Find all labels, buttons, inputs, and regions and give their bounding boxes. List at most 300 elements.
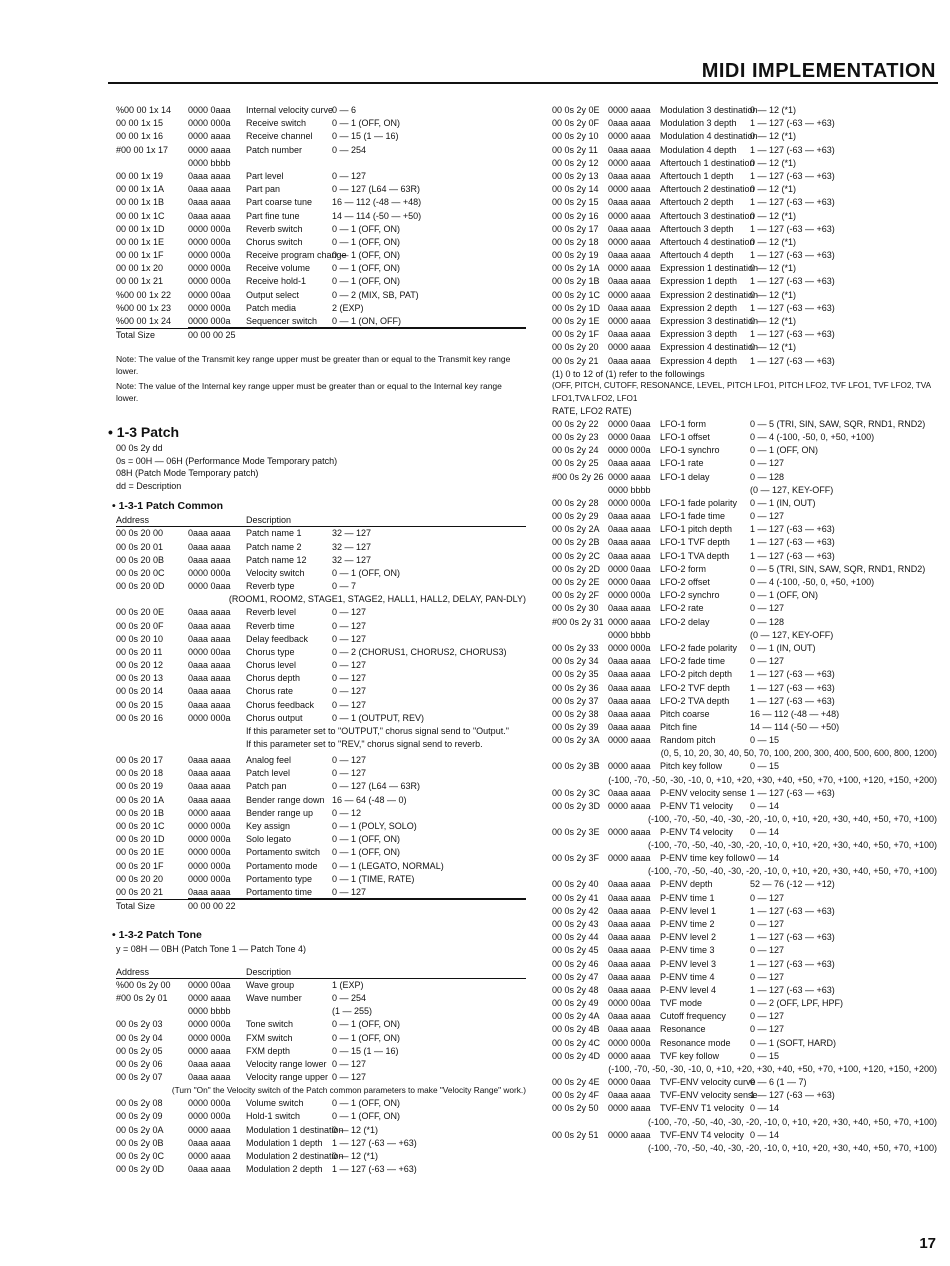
table-row xyxy=(116,606,526,619)
param-description: Velocity range upper xyxy=(246,1072,329,1083)
param-address: 00 0s 20 14 xyxy=(116,686,164,697)
param-value: 0 — 127 xyxy=(750,892,785,903)
param-bits: 0000 aaaa xyxy=(608,1129,651,1140)
table-row xyxy=(552,1102,937,1115)
param-bits: 0aaa aaaa xyxy=(188,660,231,671)
param-address: 00 00 1x 21 xyxy=(116,276,164,287)
param-bits: 0aaa aaaa xyxy=(608,537,651,548)
table-row xyxy=(552,471,937,484)
param-description: LFO-1 TVF depth xyxy=(660,537,730,548)
table-row xyxy=(552,550,937,563)
param-address: 00 0s 2y 4E xyxy=(552,1077,600,1087)
random-pitch-values: (0, 5, 10, 20, 30, 40, 50, 70, 100, 200, 300, 400, 500, 600, 800, 1200) xyxy=(660,748,937,759)
param-value: 0 — 127 xyxy=(332,620,367,631)
param-bits: 0000 aaaa xyxy=(608,184,651,195)
param-description xyxy=(660,484,750,497)
param-address: 00 0s 20 15 xyxy=(116,699,164,710)
table-row xyxy=(552,170,937,183)
param-description: Modulation 2 depth xyxy=(246,1164,323,1175)
param-bits: 0aaa aaaa xyxy=(188,184,231,195)
param-address: 00 0s 2y 3B xyxy=(552,761,600,772)
param-value: 0 — 127 (L64 — 63R) xyxy=(332,781,421,792)
param-value: 0 — 127 xyxy=(332,1058,367,1069)
table-row xyxy=(116,117,526,130)
tvfenv-t4-values: (-100, -70, -50, -40, -30, -20, -10, 0, +10, +20, +30, +40, +50, +70, +100) xyxy=(648,1142,937,1153)
param-value: 52 — 76 (-12 — +12) xyxy=(750,879,835,890)
table-row xyxy=(552,984,937,997)
param-bits: 0000 aaaa xyxy=(608,1050,651,1061)
param-value: 1 — 127 (-63 — +63) xyxy=(750,682,835,693)
param-value: 0 — 12 (*1) xyxy=(750,105,797,115)
param-bits: 0000 bbbb xyxy=(608,484,651,495)
param-address: 00 0s 20 1F xyxy=(116,860,164,871)
table-row xyxy=(116,1018,526,1031)
param-address: #00 0s 2y 31 xyxy=(552,616,604,627)
param-description: Reverb switch xyxy=(246,223,303,234)
param-address: 00 0s 2y 3F xyxy=(552,853,600,864)
table-row xyxy=(552,826,937,839)
param-bits: 0000 aaaa xyxy=(608,105,651,115)
param-description: LFO-1 synchro xyxy=(660,445,720,456)
table-row xyxy=(552,157,937,170)
param-address: 00 0s 2y 08 xyxy=(116,1098,163,1109)
param-address: 00 0s 20 1A xyxy=(116,794,165,805)
param-address: 00 0s 2y 44 xyxy=(552,932,599,943)
param-description: Receive volume xyxy=(246,263,311,274)
param-address: 00 0s 20 13 xyxy=(116,673,164,684)
param-address: 00 0s 2y 23 xyxy=(552,431,599,442)
param-bits: 0000 0aaa xyxy=(608,577,651,587)
param-bits: 0aaa aaaa xyxy=(608,669,651,680)
param-description: Sequencer switch xyxy=(246,315,332,328)
table-row xyxy=(116,767,526,780)
param-bits: 0aaa aaaa xyxy=(188,686,231,697)
param-address: %00 00 1x 14 xyxy=(116,105,172,115)
col-address: Address xyxy=(116,515,150,526)
param-value: 1 — 127 (-63 — +63) xyxy=(750,170,835,181)
tone-range-line: y = 08H — 0BH (Patch Tone 1 — Patch Tone 4) xyxy=(116,944,307,955)
table-row xyxy=(116,302,526,315)
param-bits: 0aaa aaaa xyxy=(188,541,231,552)
param-address: 00 0s 2y 42 xyxy=(552,905,599,916)
table-row xyxy=(552,302,937,315)
note-line: Note: The value of the Transmit key range upper must be greater than or equal to the Transmit key range lower. xyxy=(116,354,511,377)
param-description: Expression 2 depth xyxy=(660,302,738,313)
param-bits: 0000 000a xyxy=(188,1111,231,1122)
param-value: 1 — 127 (-63 — +63) xyxy=(750,302,835,313)
param-description: Modulation 4 destination xyxy=(660,131,758,142)
param-bits: 0000 aaaa xyxy=(608,761,651,772)
param-value: 0 — 1 (OFF, ON) xyxy=(332,276,401,287)
table-row xyxy=(116,157,526,170)
param-bits: 0000 aaaa xyxy=(608,157,651,168)
param-description: Part pan xyxy=(246,184,281,195)
param-bits: 0aaa aaaa xyxy=(608,329,651,340)
param-address: 00 0s 20 16 xyxy=(116,712,164,723)
table-header xyxy=(116,966,526,979)
param-address: 00 0s 2y 13 xyxy=(552,170,599,181)
param-value: 0 — 15 xyxy=(750,1050,780,1061)
param-value: 1 — 127 (-63 — +63) xyxy=(750,550,835,561)
table-row xyxy=(552,1010,937,1023)
param-description: Aftertouch 1 depth xyxy=(660,170,734,181)
param-value: 0 — 6 (1 — 7) xyxy=(750,1077,807,1087)
param-value: 0 — 14 xyxy=(750,1129,780,1140)
param-value: 0 — 1 (SOFT, HARD) xyxy=(750,1037,837,1048)
param-value: 1 — 127 (-63 — +63) xyxy=(750,537,835,548)
param-description: Receive switch xyxy=(246,118,307,129)
param-bits: 0aaa aaaa xyxy=(188,1137,231,1148)
param-description: Resonance xyxy=(660,1024,706,1035)
param-bits: 0aaa aaaa xyxy=(608,302,651,313)
param-description: Tone switch xyxy=(246,1019,294,1030)
param-address: 00 0s 2y 1D xyxy=(552,302,601,313)
param-description: Hold-1 switch xyxy=(246,1111,301,1122)
param-address: 00 0s 2y 30 xyxy=(552,603,599,614)
param-bits: 0aaa aaaa xyxy=(188,197,231,208)
table-row xyxy=(116,672,526,685)
param-bits: 0aaa aaaa xyxy=(608,1090,651,1101)
param-bits: 0aaa aaaa xyxy=(608,603,651,614)
param-bits: 0000 000a xyxy=(188,820,231,831)
param-description: Patch name 1 xyxy=(246,528,302,539)
param-value: 0 — 1 (OFF, ON) xyxy=(332,1019,401,1030)
patch-tone-table-c xyxy=(552,104,937,368)
param-bits: 0000 0aaa xyxy=(188,105,231,115)
table-row xyxy=(552,341,937,354)
param-value: 0 — 127 xyxy=(332,1072,367,1083)
param-bits: 0000 aaaa xyxy=(188,992,231,1003)
param-description: TVF-ENV velocity sense xyxy=(660,1090,758,1101)
param-address: 00 0s 2y 0B xyxy=(116,1137,164,1148)
param-address: 00 0s 2y 25 xyxy=(552,458,599,469)
table-row xyxy=(552,275,937,288)
param-description: Velocity range lower xyxy=(246,1058,327,1069)
param-description: Modulation 3 depth xyxy=(660,118,737,129)
param-bits: 0000 aaaa xyxy=(188,1045,231,1056)
param-description: Expression 1 depth xyxy=(660,276,738,287)
param-description: Bender range down xyxy=(246,794,325,805)
param-address: 00 0s 20 0E xyxy=(116,607,165,618)
param-value: 0 — 127 xyxy=(750,656,785,667)
address-line: dd = Description xyxy=(116,480,182,491)
param-bits: 0aaa aaaa xyxy=(608,984,651,995)
param-address: 00 0s 2y 37 xyxy=(552,695,599,706)
param-description: Expression 2 destination xyxy=(660,289,759,300)
param-address: %00 00 1x 22 xyxy=(116,289,172,300)
table-row xyxy=(552,328,937,341)
param-bits: 0aaa aaaa xyxy=(188,768,231,779)
param-value: 0 — 14 xyxy=(750,827,780,837)
param-bits: 0000 aaaa xyxy=(608,263,651,274)
param-description: Portamento time xyxy=(246,886,332,899)
param-bits: 0aaa aaaa xyxy=(608,682,651,693)
param-value: 0 — 127 xyxy=(332,755,367,765)
param-description: LFO-1 pitch depth xyxy=(660,524,733,535)
param-value: 0 — 15 xyxy=(750,735,780,746)
param-value: 32 — 127 xyxy=(332,528,372,539)
param-bits: 0aaa aaaa xyxy=(608,1011,651,1022)
param-address: 00 0s 2y 0C xyxy=(116,1151,165,1161)
param-description: Delay feedback xyxy=(246,633,309,644)
param-bits: 0aaa aaaa xyxy=(188,554,231,565)
param-address: 00 0s 2y 46 xyxy=(552,958,599,969)
param-description: P-ENV time 2 xyxy=(660,918,715,929)
address-line: 0s = 00H — 06H (Performance Mode Temporary patch) xyxy=(116,455,338,466)
penv-keyfollow-values: (-100, -70, -50, -40, -30, -20, -10, 0, +10, +20, +30, +40, +50, +70, +100) xyxy=(648,866,937,877)
param-bits: 0000 000a xyxy=(188,712,231,723)
param-value: 1 — 127 (-63 — +63) xyxy=(750,984,835,995)
param-description: TVF-ENV T1 velocity xyxy=(660,1103,744,1114)
total-label: Total Size xyxy=(116,330,156,341)
param-description: Key assign xyxy=(246,820,291,831)
param-address: 00 0s 20 1C xyxy=(116,820,165,831)
param-address: 00 0s 2y 05 xyxy=(116,1045,163,1056)
table-row xyxy=(552,117,937,130)
table-row xyxy=(552,523,937,536)
notes xyxy=(116,353,526,404)
param-description: Internal velocity curve xyxy=(246,105,334,115)
param-bits: 0000 aaaa xyxy=(188,1151,231,1161)
param-bits: 0aaa aaaa xyxy=(608,932,651,943)
param-description: P-ENV time 3 xyxy=(660,945,715,956)
param-address: 00 0s 2y 34 xyxy=(552,656,599,667)
param-bits: 0000 000a xyxy=(608,445,651,456)
table-row xyxy=(552,787,937,800)
table-row xyxy=(116,1137,526,1150)
param-description: LFO-1 fade time xyxy=(660,511,726,522)
param-address: 00 0s 2y 3D xyxy=(552,800,601,811)
param-bits: 0000 0aaa xyxy=(608,418,651,429)
table-row xyxy=(116,780,526,793)
penv-t4-row xyxy=(552,826,937,839)
param-address: 00 0s 20 0C xyxy=(116,567,165,578)
param-description: Resonance mode xyxy=(660,1037,731,1048)
table-row xyxy=(116,315,526,328)
param-bits: 0aaa aaaa xyxy=(608,918,651,929)
param-bits: 0000 000a xyxy=(188,873,231,884)
header-rule xyxy=(108,82,938,84)
param-address: 00 0s 2y 4D xyxy=(552,1050,601,1061)
param-value: 0 — 1 (OFF, ON) xyxy=(332,834,401,845)
patch-tone-table-d xyxy=(552,418,937,748)
param-bits: 0000 000a xyxy=(188,567,231,578)
param-description: Chorus level xyxy=(246,660,297,671)
table-row xyxy=(116,833,526,846)
param-value: 0 — 127 xyxy=(750,1024,785,1035)
param-address: %00 00 1x 24 xyxy=(116,316,172,326)
param-bits: 0000 aaaa xyxy=(608,471,651,482)
param-value: 1 — 127 (-63 — +63) xyxy=(750,144,835,155)
param-value: 0 — 5 (TRI, SIN, SAW, SQR, RND1, RND2) xyxy=(750,563,926,574)
param-value: 0 — 127 xyxy=(332,660,367,671)
table-row xyxy=(552,576,937,589)
param-value: 0 — 1 (LEGATO, NORMAL) xyxy=(332,860,444,871)
table-row xyxy=(552,1089,937,1102)
col-description: Description xyxy=(246,966,292,977)
param-bits: 0aaa aaaa xyxy=(608,971,651,982)
table-row xyxy=(116,236,526,249)
param-bits: 0aaa aaaa xyxy=(608,550,651,561)
param-value: 1 — 127 (-63 — +63) xyxy=(750,958,835,969)
param-bits: 0000 0aaa xyxy=(608,1077,651,1087)
table-row xyxy=(552,1023,937,1036)
param-bits: 0000 000a xyxy=(188,236,231,247)
param-description: Modulation 1 depth xyxy=(246,1137,323,1148)
param-value: 16 — 64 (-48 — 0) xyxy=(332,794,407,805)
param-bits: 0aaa aaaa xyxy=(608,945,651,956)
table-row xyxy=(116,580,526,593)
param-address: 00 0s 2y 22 xyxy=(552,418,599,429)
param-address: 00 0s 2y 06 xyxy=(116,1058,163,1069)
table-row xyxy=(552,1050,937,1063)
param-address: 00 0s 2y 14 xyxy=(552,184,599,195)
table-row xyxy=(552,629,937,642)
table-row xyxy=(116,541,526,554)
param-value: 0 — 1 (OFF, ON) xyxy=(332,236,401,247)
param-address: 00 0s 2y 39 xyxy=(552,722,599,733)
param-address: 00 0s 2y 0D xyxy=(116,1164,165,1175)
param-address: 00 00 1x 16 xyxy=(116,131,164,142)
table-row xyxy=(116,646,526,659)
param-description: LFO-2 fade time xyxy=(660,656,726,667)
table-row xyxy=(552,457,937,470)
param-description: Bender range up xyxy=(246,807,314,818)
param-address: 00 0s 2y 36 xyxy=(552,682,599,693)
table-row xyxy=(552,971,937,984)
param-bits: 0aaa aaaa xyxy=(608,276,651,287)
section-title-patch-common: • 1-3-1 Patch Common xyxy=(112,500,224,513)
param-description: LFO-2 form xyxy=(660,563,707,574)
param-bits: 0aaa aaaa xyxy=(188,755,231,765)
param-bits: 0aaa aaaa xyxy=(188,607,231,618)
param-address: %00 00 1x 23 xyxy=(116,302,172,313)
param-description: Chorus depth xyxy=(246,673,301,684)
table-row xyxy=(116,289,526,302)
param-address: 00 0s 2y 4B xyxy=(552,1024,600,1035)
param-value: 0 — 1 (OFF, ON) xyxy=(332,223,401,234)
table-row xyxy=(552,262,937,275)
param-value: 0 — 127 xyxy=(750,971,785,982)
param-value: 0 — 127 xyxy=(332,768,367,779)
table-row xyxy=(552,800,937,813)
param-address: 00 0s 2y 10 xyxy=(552,131,599,142)
param-description: Chorus switch xyxy=(246,236,303,247)
total-size-row xyxy=(116,328,526,342)
table-row xyxy=(552,892,937,905)
param-value: 0 — 1 (OFF, ON) xyxy=(332,118,401,129)
param-bits: 0000 00aa xyxy=(188,646,231,657)
param-description: P-ENV level 1 xyxy=(660,905,717,916)
param-description: Aftertouch 4 depth xyxy=(660,250,734,261)
param-value: 0 — 127 xyxy=(332,607,367,618)
param-bits: 0aaa aaaa xyxy=(608,144,651,155)
param-bits: 0aaa aaaa xyxy=(608,656,651,667)
param-description: Patch level xyxy=(246,768,291,779)
table-row xyxy=(116,1071,526,1084)
section-title-patch: • 1-3 Patch xyxy=(108,424,180,441)
param-address: 00 0s 2y 03 xyxy=(116,1019,163,1030)
param-address: 00 0s 2y 3A xyxy=(552,735,600,746)
param-description: Pitch coarse xyxy=(660,708,710,719)
param-value: 1 (EXP) xyxy=(332,979,364,990)
param-address: 00 0s 2y 47 xyxy=(552,971,599,982)
table-row xyxy=(116,170,526,183)
param-value: 1 — 127 (-63 — +63) xyxy=(750,695,835,706)
param-description: Aftertouch 3 depth xyxy=(660,223,734,234)
table-row xyxy=(116,527,526,540)
param-address: 00 0s 2y 09 xyxy=(116,1111,163,1122)
param-bits: 0000 000a xyxy=(608,590,651,601)
table-row xyxy=(552,668,937,681)
param-description: LFO-2 synchro xyxy=(660,590,720,601)
param-value: 0 — 1 (OFF, ON) xyxy=(750,590,819,601)
param-bits: 0aaa aaaa xyxy=(608,1024,651,1035)
param-bits: 0aaa aaaa xyxy=(608,958,651,969)
param-bits: 0aaa aaaa xyxy=(608,722,651,733)
table-row xyxy=(552,484,937,497)
table-row xyxy=(552,708,937,721)
param-bits: 0aaa aaaa xyxy=(608,787,651,798)
table-row xyxy=(552,1129,937,1142)
param-address: 00 0s 2y 15 xyxy=(552,197,599,208)
param-bits: 0000 aaaa xyxy=(608,236,651,247)
table-row xyxy=(116,1032,526,1045)
param-bits: 0000 aaaa xyxy=(188,807,231,818)
param-address: 00 0s 2y 2C xyxy=(552,550,601,561)
table-row xyxy=(552,682,937,695)
table-row xyxy=(116,873,526,886)
param-value: 0 — 1 (OFF, ON) xyxy=(332,263,401,274)
param-value: 0 — 5 (TRI, SIN, SAW, SQR, RND1, RND2) xyxy=(750,418,926,429)
param-bits: 0000 000a xyxy=(188,834,231,845)
param-address: 00 0s 2y 3C xyxy=(552,787,601,798)
param-address xyxy=(552,484,608,497)
col-description: Description xyxy=(246,515,292,526)
param-bits: 0aaa aaaa xyxy=(188,1164,231,1175)
param-value: 1 — 127 (-63 — +63) xyxy=(750,250,835,261)
table-row xyxy=(116,754,526,767)
param-bits: 0aaa aaaa xyxy=(608,708,651,719)
param-address: 00 0s 2y 2E xyxy=(552,577,600,587)
param-value: 0 — 15 xyxy=(750,761,780,772)
table-row xyxy=(552,196,937,209)
param-description: Aftertouch 1 destination xyxy=(660,157,755,168)
param-address: 00 0s 2y 2D xyxy=(552,563,601,574)
param-bits: 0000 000a xyxy=(188,860,231,871)
param-value: 0 — 2 (OFF, LPF, HPF) xyxy=(750,998,844,1009)
page-number: 17 xyxy=(919,1235,936,1252)
table-row xyxy=(116,659,526,672)
param-bits: 0000 000a xyxy=(188,276,231,287)
param-address: 00 0s 2y 50 xyxy=(552,1103,599,1114)
param-address: 00 0s 2y 1E xyxy=(552,316,600,326)
param-bits: 0aaa aaaa xyxy=(608,695,651,706)
param-description: LFO-2 offset xyxy=(660,577,710,587)
table-row xyxy=(552,510,937,523)
table-row xyxy=(116,1163,526,1176)
table-row xyxy=(552,655,937,668)
param-value: 0 — 12 (*1) xyxy=(750,342,797,353)
param-description: LFO-1 offset xyxy=(660,431,710,442)
param-value: 1 — 127 (-63 — +63) xyxy=(750,905,835,916)
param-address: 00 00 1x 1A xyxy=(116,184,165,195)
param-address: 00 0s 20 20 xyxy=(116,873,164,884)
table-row xyxy=(552,497,937,510)
param-description: Part level xyxy=(246,170,284,181)
param-address: 00 0s 2y 07 xyxy=(116,1072,163,1083)
param-address: 00 00 1x 20 xyxy=(116,263,164,274)
